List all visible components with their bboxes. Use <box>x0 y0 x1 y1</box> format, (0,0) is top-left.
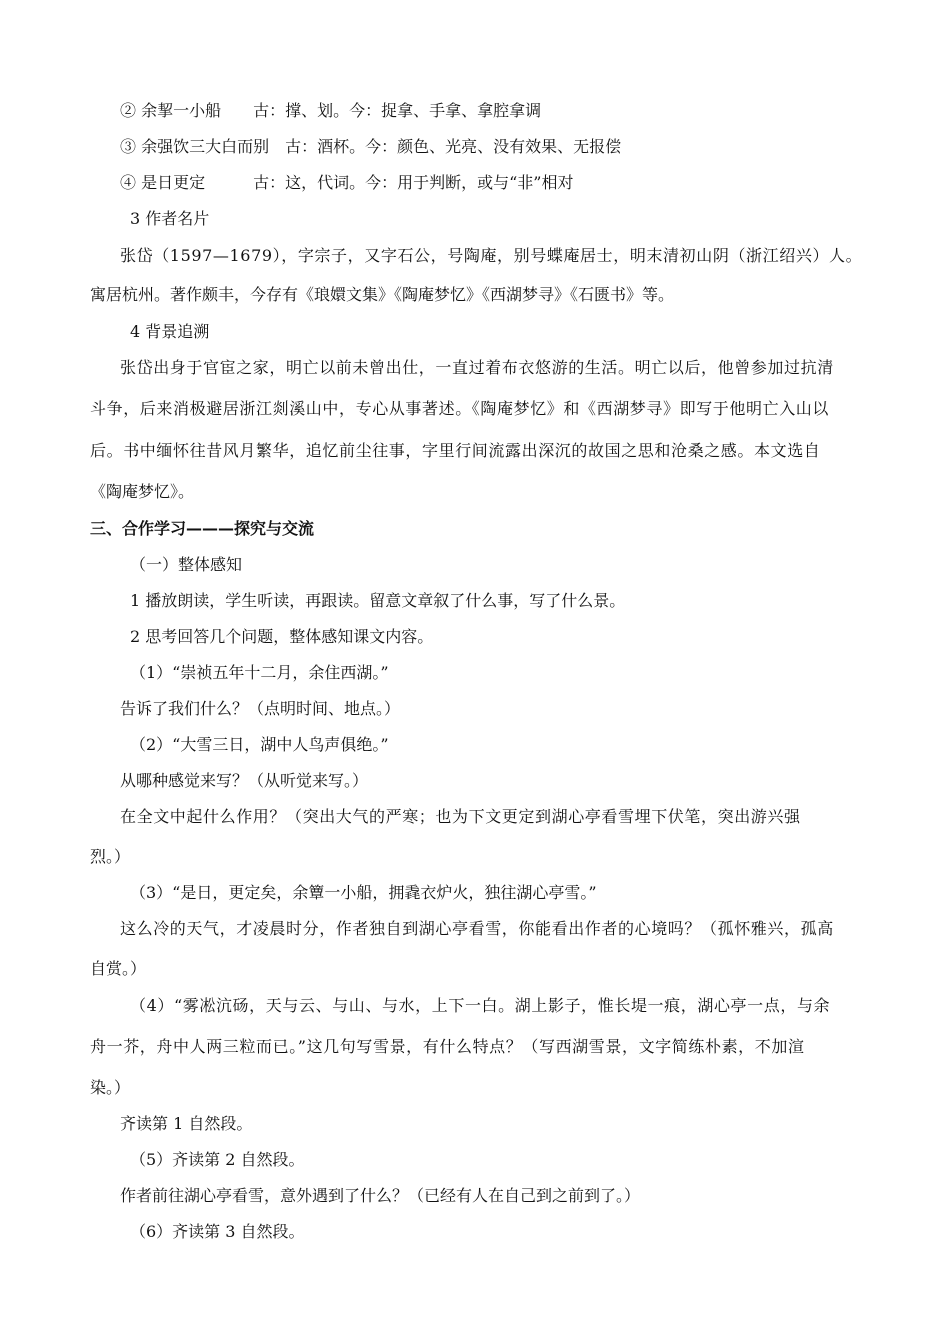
vocab-item-3: ③ 余强饮三大白而别 古：酒杯。今：颜色、光亮、没有效果、无报偿 <box>120 137 622 156</box>
subsection-heading: （一）整体感知 <box>130 555 243 574</box>
step-line: 1 播放朗读，学生听读，再跟读。留意文章叙了什么事，写了什么景。 <box>130 591 626 610</box>
question-quote: （1）“崇祯五年十二月，余住西湖。” <box>130 663 389 682</box>
question-line: 告诉了我们什么？（点明时间、地点。） <box>120 699 401 718</box>
question-line: 从哪种感觉来写？（从听觉来写。） <box>120 771 369 790</box>
question-quote: （2）“大雪三日，湖中人鸟声俱绝。” <box>130 735 389 754</box>
question-line: 自赏。） <box>90 959 147 978</box>
question-quote: （4）“雾凇沆砀，天与云、与山、与水，上下一白。湖上影子，惟长堤一痕，湖心亭一点，与余 <box>130 996 831 1015</box>
step-line: 2 思考回答几个问题，整体感知课文内容。 <box>130 627 434 646</box>
vocab-item-4: ④ 是日更定 古：这，代词。今：用于判断，或与“非”相对 <box>120 173 574 192</box>
question-quote: （6）齐读第 3 自然段。 <box>130 1222 305 1241</box>
author-paragraph-line: 寓居杭州。著作颇丰，今存有《琅嬛文集》《陶庵梦忆》《西湖梦寻》《石匮书》等。 <box>90 285 675 304</box>
question-line: 舟一芥，舟中人两三粒而已。”这几句写雪景，有什么特点？（写西湖雪景，文字简练朴素，不加渲 <box>90 1037 805 1056</box>
question-line: 作者前往湖心亭看雪，意外遇到了什么？（已经有人在自己到之前到了。） <box>120 1186 641 1205</box>
background-paragraph-line: 斗争，后来消极避居浙江剡溪山中，专心从事著述。《陶庵梦忆》和《西湖梦寻》即写于他明亡入山以 <box>90 399 830 418</box>
question-line: 在全文中起什么作用？（突出大气的严寒；也为下文更定到湖心亭看雪埋下伏笔，突出游兴强 <box>120 807 801 826</box>
question-quote: （5）齐读第 2 自然段。 <box>130 1150 305 1169</box>
question-line: 染。） <box>90 1078 131 1097</box>
author-paragraph-line: 张岱（1597—1679），字宗子，又字石公，号陶庵，别号蝶庵居士，明末清初山阴（浙江绍兴）人。 <box>120 246 863 265</box>
vocab-item-2: ② 余挈一小船 古：撑、划。今：捉拿、手拿、拿腔拿调 <box>120 101 542 120</box>
section-author-heading: 3 作者名片 <box>130 209 210 228</box>
question-line: 这么冷的天气，才凌晨时分，作者独自到湖心亭看雪，你能看出作者的心境吗？（孤怀雅兴，孤高 <box>120 919 834 938</box>
question-quote: （3）“是日，更定矣，余簟一小船，拥毳衣炉火，独往湖心亭雪。” <box>130 883 597 902</box>
section-heading: 三、合作学习———探究与交流 <box>90 519 315 538</box>
background-paragraph-line: 后。书中缅怀往昔风月繁华，追忆前尘往事，字里行间流露出深沉的故国之思和沧桑之感。本文选自 <box>90 441 821 460</box>
background-paragraph-line: 张岱出身于官宦之家，明亡以前未曾出仕，一直过着布衣悠游的生活。明亡以后，他曾参加过抗清 <box>120 358 834 377</box>
section-background-heading: 4 背景追溯 <box>130 322 210 341</box>
reading-instruction: 齐读第 1 自然段。 <box>120 1114 253 1133</box>
background-paragraph-line: 《陶庵梦忆》。 <box>90 482 195 501</box>
question-line: 烈。） <box>90 847 131 866</box>
